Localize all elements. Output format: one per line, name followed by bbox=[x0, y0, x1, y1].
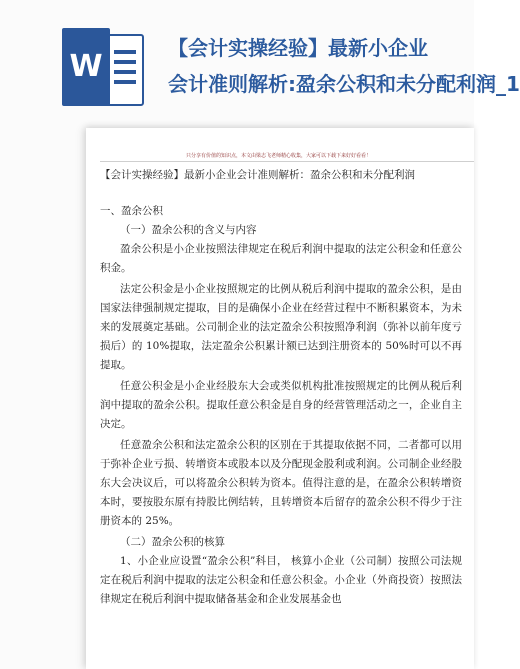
document-title: 【会计实操经验】最新小企业会计准则解析：盈余公积和未分配利润 bbox=[100, 169, 415, 181]
cover-title bbox=[168, 30, 520, 102]
paragraph: 盈余公积是小企业按照法律规定在税后利润中提取的法定公积金和任意公积金。 bbox=[100, 243, 462, 274]
cover-title-line-1: 【会计实操经验】最新小企业 bbox=[168, 36, 428, 60]
header-note: 只分享有价值的知识点，本文由梁志飞老师精心收集，大家可以下载下来好好看看！ bbox=[186, 153, 372, 159]
header-divider bbox=[100, 161, 474, 162]
word-badge: W bbox=[62, 28, 110, 106]
paragraph: 1、小企业应设置“盈余公积”科目， 核算小企业（公司制）按照公司法规定在税后利润中提取的法定公积金和任意公积金。小企业（外商投资）按照法律规定在税后利润中提取储备基金和企业发展基金也 bbox=[100, 555, 462, 605]
section-heading: 一、盈余公积 bbox=[100, 205, 163, 217]
subsection-heading: （二）盈余公积的核算 bbox=[120, 536, 225, 548]
paragraph: 法定公积金是小企业按照规定的比例从税后利润中提取的盈余公积，是由国家法律强制规定提取，目的是确保小企业在经营过程中不断积累资本，为未来的发展奠定基础。公司制企业的法定盈余公积按照净利润（弥补以前年度亏损后）的 10%提取，法定盈余公积累计额已达到注册资本的 50%时可以不再提取。 bbox=[100, 283, 462, 371]
paragraph: 任意盈余公积和法定盈余公积的区别在于其提取依据不同，二者都可以用于弥补企业亏损、转增资本或股本以及分配现金股利或利润。公司制企业经股东大会决议后，可以将盈余公积转为资本。值得注意的是，在盈余公积转增资本时，要按股东原有持股比例结转，且转增资本后留存的盈余公积不得少于注册资本的 25%。 bbox=[100, 439, 462, 527]
doc-line-decoration bbox=[114, 80, 136, 84]
subsection-heading: （一）盈余公积的含义与内容 bbox=[120, 224, 257, 236]
word-document-icon bbox=[62, 28, 142, 106]
doc-line-decoration bbox=[114, 60, 136, 64]
doc-line-decoration bbox=[114, 70, 136, 74]
doc-line-decoration bbox=[114, 50, 136, 54]
paragraph: 任意公积金是小企业经股东大会或类似机构批准按照规定的比例从税后利润中提取的盈余公积。提取任意公积金是自身的经营管理活动之一，企业自主决定。 bbox=[100, 380, 462, 430]
cover-title-line-2: 会计准则解析:盈余公积和未分配利润_1 bbox=[168, 72, 520, 96]
document-page bbox=[86, 128, 474, 669]
document-body bbox=[100, 166, 462, 611]
